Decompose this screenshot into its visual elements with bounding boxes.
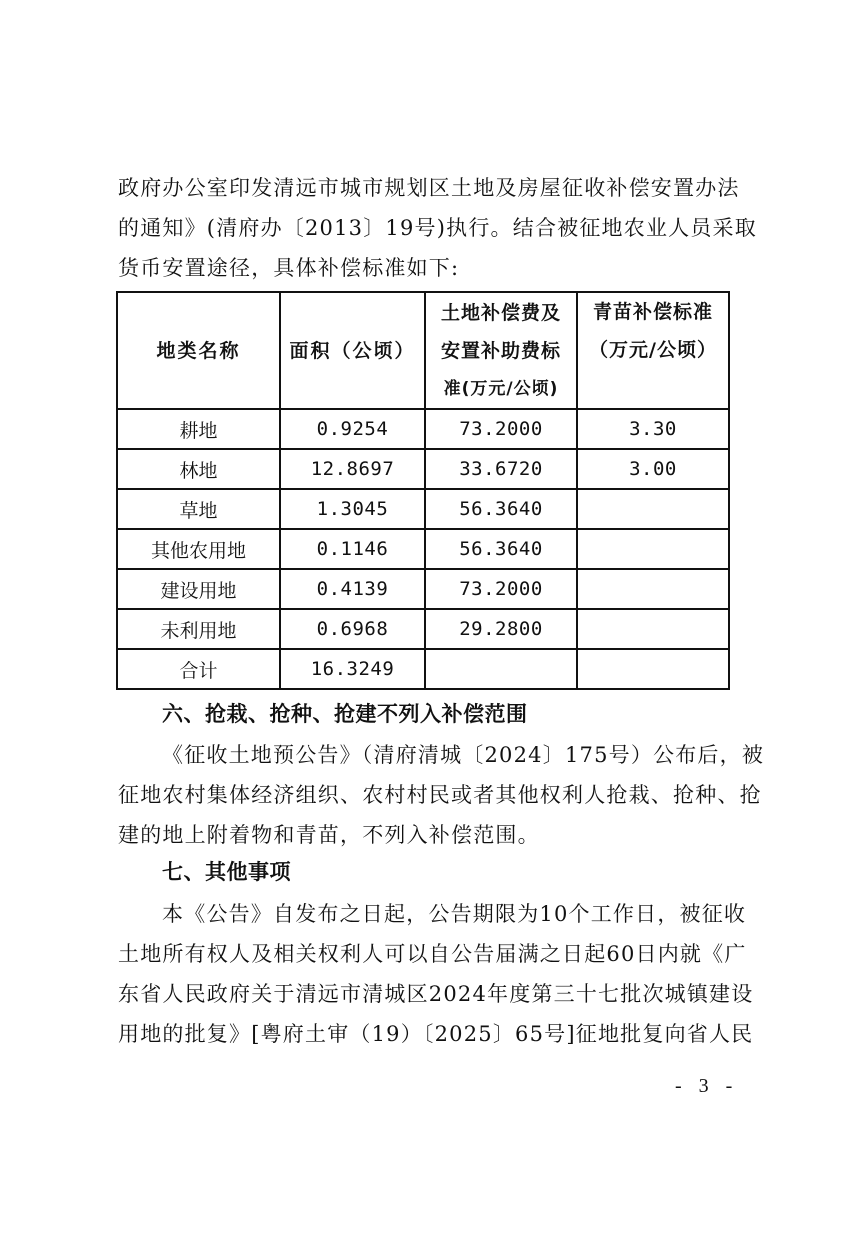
cell-land-type: 草地 [117,489,280,529]
cell-land-compensation: 56.3640 [425,529,577,569]
cell-crop-compensation [577,609,729,649]
cell-land-type: 林地 [117,449,280,489]
text-line: 政府办公室印发清远市城市规划区土地及房屋征收补偿安置办法 [118,176,740,200]
text-line: 土地所有权人及相关权利人可以自公告届满之日起60日内就《广 [118,942,747,966]
text-line: 《征收土地预公告》（清府清城〔2024〕175号）公布后，被 [162,743,765,767]
section-7-heading: 七、其他事项 [162,860,291,884]
header-text: 地类名称 [156,339,241,362]
header-land-compensation [425,292,577,409]
page-number: - 3 - [675,1075,739,1097]
text-line: 本《公告》自发布之日起，公告期限为10个工作日，被征收 [162,902,747,926]
section-6-heading: 六、抢栽、抢种、抢建不列入补偿范围 [162,702,528,726]
table-row [117,529,729,569]
cell-land-compensation [425,649,577,689]
header-text: 土地补偿费及 [440,301,561,324]
header-text: 面积（公顷） [289,339,416,362]
cell-land-compensation: 29.2800 [425,609,577,649]
cell-crop-compensation [577,489,729,529]
compensation-table [116,291,730,690]
table-row [117,489,729,529]
cell-crop-compensation [577,529,729,569]
cell-land-compensation: 33.6720 [425,449,577,489]
table-total-row [117,649,729,689]
section-7-paragraph [118,894,754,1054]
table-row [117,409,729,449]
header-text: 准(万元/公顷) [443,378,559,399]
header-text: 安置补助费标 [440,339,561,362]
text-line: 的通知》(清府办〔2013〕19号)执行。结合被征地农业人员采取 [118,216,757,240]
cell-crop-compensation: 3.30 [577,409,729,449]
cell-land-type: 其他农用地 [117,529,280,569]
header-area [280,292,425,409]
table-header-row [117,292,729,409]
text-line: 货币安置途径，具体补偿标准如下: [118,256,460,280]
cell-land-type: 未利用地 [117,609,280,649]
cell-area: 12.8697 [280,449,425,489]
text-line: 建的地上附着物和青苗，不列入补偿范围。 [118,823,540,847]
text-line: 征地农村集体经济组织、农村村民或者其他权利人抢栽、抢种、抢 [118,783,762,807]
text-line: 用地的批复》[粤府土审（19）〔2025〕65号]征地批复向省人民 [118,1022,754,1046]
cell-area: 0.9254 [280,409,425,449]
header-crop-compensation [577,292,729,409]
intro-paragraph [118,168,757,288]
cell-area: 0.1146 [280,529,425,569]
cell-area: 0.6968 [280,609,425,649]
table-row [117,449,729,489]
cell-area: 0.4139 [280,569,425,609]
cell-land-compensation: 73.2000 [425,569,577,609]
cell-crop-compensation: 3.00 [577,449,729,489]
header-text: 青苗补偿标准 [592,301,713,323]
header-land-type [117,292,280,409]
cell-crop-compensation [577,569,729,609]
section-6-paragraph [118,735,765,855]
cell-land-type: 耕地 [117,409,280,449]
cell-land-type: 建设用地 [117,569,280,609]
cell-crop-compensation [577,649,729,689]
table-row [117,609,729,649]
cell-area: 1.3045 [280,489,425,529]
cell-land-type: 合计 [117,649,280,689]
cell-land-compensation: 56.3640 [425,489,577,529]
header-text: （万元/公顷） [589,339,717,361]
text-line: 东省人民政府关于清远市清城区2024年度第三十七批次城镇建设 [118,982,754,1006]
table-row [117,569,729,609]
cell-land-compensation: 73.2000 [425,409,577,449]
cell-area: 16.3249 [280,649,425,689]
